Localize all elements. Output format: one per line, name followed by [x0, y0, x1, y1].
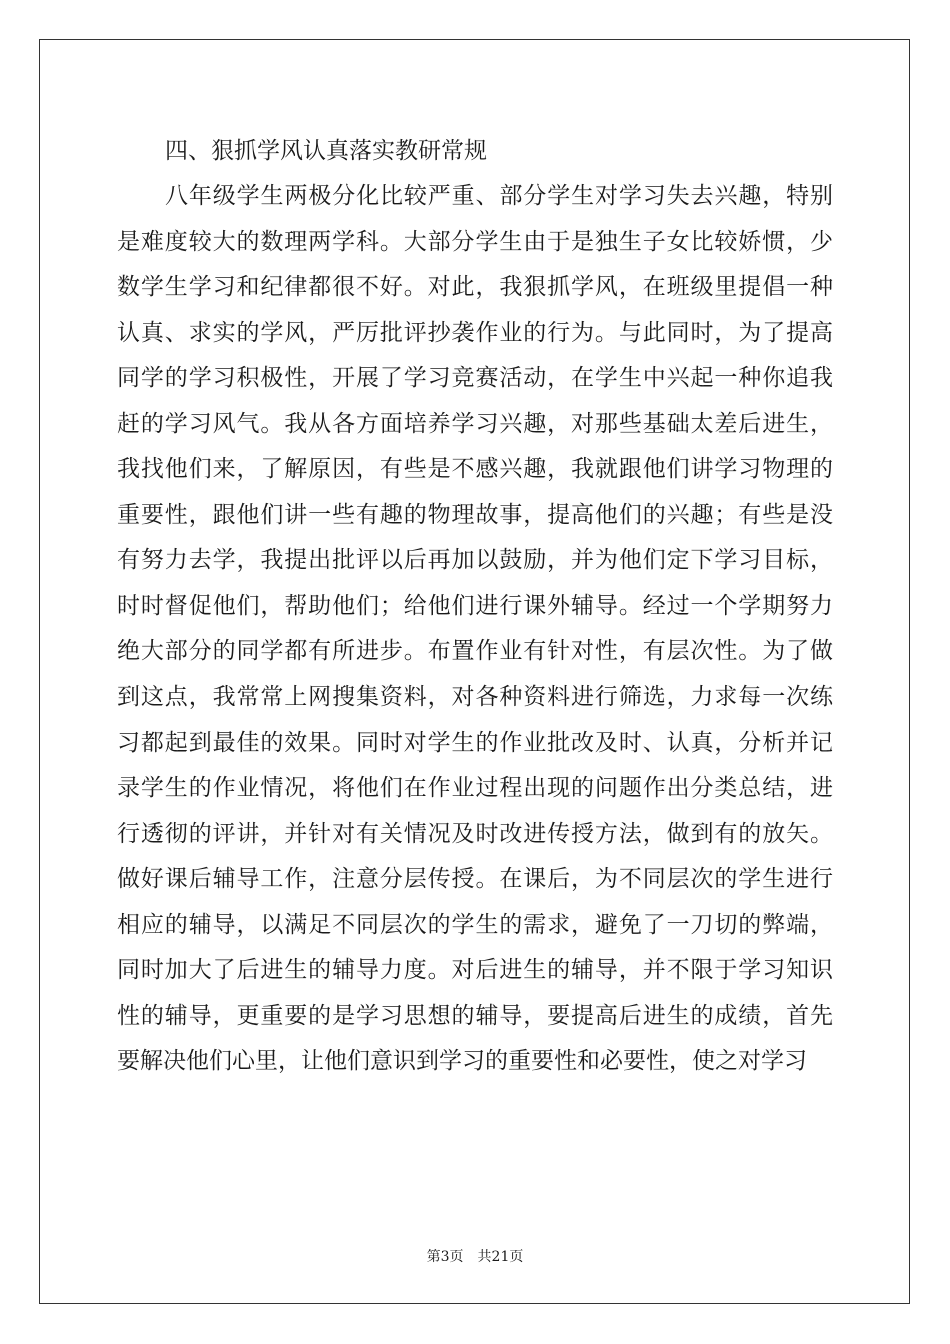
paragraph-line: 行透彻的评讲，并针对有关情况及时改进传授方法，做到有的放矢。: [117, 820, 833, 847]
paragraph-line: 是难度较大的数理两学科。大部分学生由于是独生子女比较娇惯，少: [117, 228, 833, 255]
paragraph-line: 到这点，我常常上网搜集资料，对各种资料进行筛选，力求每一次练: [117, 684, 833, 711]
paragraph-line: 绝大部分的同学都有所进步。布置作业有针对性，有层次性。为了做: [117, 638, 833, 665]
paragraph-line: 我找他们来，了解原因，有些是不感兴趣，我就跟他们讲学习物理的: [117, 456, 833, 483]
paragraph-line: 重要性，跟他们讲一些有趣的物理故事，提高他们的兴趣；有些是没: [117, 501, 833, 528]
paragraph-line: 录学生的作业情况，将他们在作业过程出现的问题作出分类总结，进: [117, 775, 833, 802]
paragraph-line: 要解决他们心里，让他们意识到学习的重要性和必要性，使之对学习: [117, 1048, 807, 1075]
paragraph-line: 相应的辅导，以满足不同层次的学生的需求，避免了一刀切的弊端，: [117, 911, 833, 938]
page-footer: [0, 1246, 950, 1266]
body-paragraph: [117, 174, 833, 1085]
section-heading: 四、狠抓学风认真落实教研常规: [165, 138, 487, 164]
paragraph-line: 习都起到最佳的效果。同时对学生的作业批改及时、认真，分析并记: [117, 729, 833, 756]
paragraph-line: 时时督促他们，帮助他们；给他们进行课外辅导。经过一个学期努力: [117, 592, 833, 619]
page-number: 第3页: [426, 1249, 464, 1265]
paragraph-line: 有努力去学，我提出批评以后再加以鼓励，并为他们定下学习目标，: [117, 547, 833, 574]
paragraph-line: 同时加大了后进生的辅导力度。对后进生的辅导，并不限于学习知识: [117, 957, 833, 984]
paragraph-line: 数学生学习和纪律都很不好。对此，我狠抓学风，在班级里提倡一种: [117, 274, 833, 301]
paragraph-line: 性的辅导，更重要的是学习思想的辅导，要提高后进生的成绩，首先: [117, 1002, 833, 1029]
document-body: [117, 128, 833, 1085]
page-total: 共21页: [477, 1249, 524, 1265]
paragraph-line: 八年级学生两极分化比较严重、部分学生对学习失去兴趣，特别: [165, 183, 833, 209]
paragraph-line: 做好课后辅导工作，注意分层传授。在课后，为不同层次的学生进行: [117, 866, 833, 893]
paragraph-line: 认真、求实的学风，严厉批评抄袭作业的行为。与此同时，为了提高: [117, 319, 833, 346]
paragraph-line: 赶的学习风气。我从各方面培养学习兴趣，对那些基础太差后进生，: [117, 410, 833, 437]
paragraph-line: 同学的学习积极性，开展了学习竞赛活动，在学生中兴起一种你追我: [117, 365, 833, 392]
